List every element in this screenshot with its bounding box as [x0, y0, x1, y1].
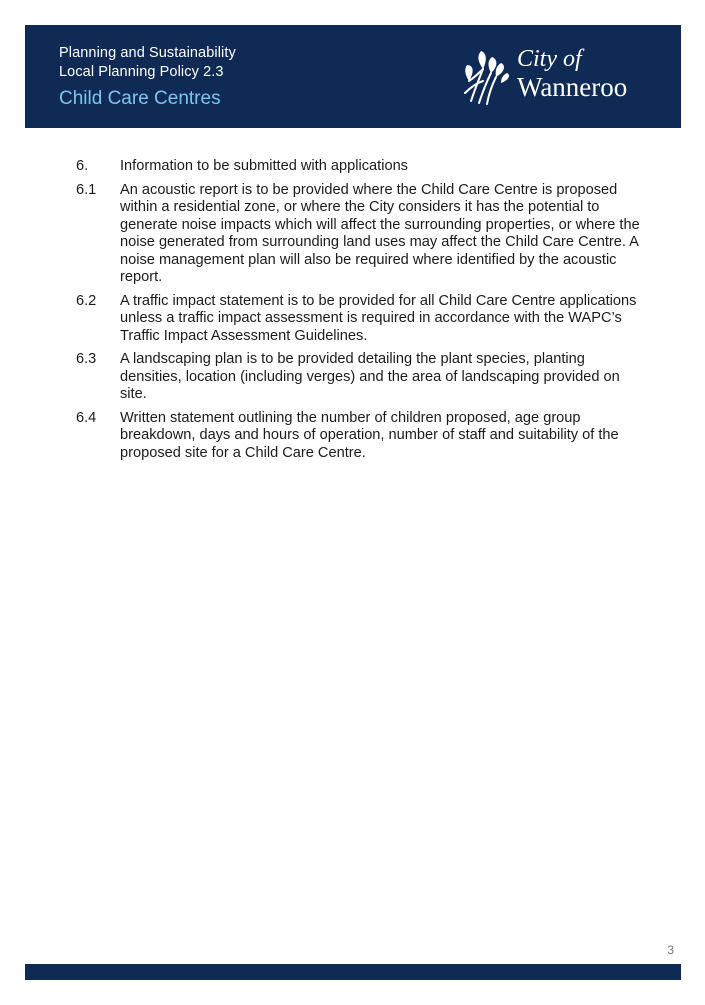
logo-city-of: City of: [517, 46, 582, 72]
clause-number: 6.4: [76, 409, 97, 426]
section-heading: Information to be submitted with applications: [120, 158, 408, 174]
clause-number: 6.2: [76, 292, 97, 309]
clause-row: [76, 410, 646, 463]
clause-number: 6.3: [76, 351, 97, 367]
footer-band: [25, 964, 681, 980]
logo-wanneroo: Wanneroo: [517, 72, 628, 102]
policy-number: Local Planning Policy 2.3: [59, 64, 224, 80]
policy-content: [76, 158, 646, 468]
kangaroo-paw-icon: [461, 47, 513, 105]
clause-row: [76, 351, 646, 404]
clause-row: [76, 293, 646, 346]
department-name: Planning and Sustainability: [59, 45, 236, 61]
city-of-wanneroo-logo: [461, 45, 651, 107]
clause-text: A traffic impact statement is to be provided for all Child Care Centre applications unless a traffic impact assessment is required in accordance with the WAPC’s Traffic Impact Assessment Guidelines.: [120, 292, 637, 344]
section-heading-row: [76, 158, 646, 176]
clause-text: A landscaping plan is to be provided detailing the plant species, planting densities, location (including verges) and the area of landscaping provided on site.: [120, 351, 620, 402]
clause-number: 6.1: [76, 181, 97, 198]
logo-wordmark: [517, 45, 627, 101]
clause-text: Written statement outlining the number of children proposed, age group breakdown, days and hours of operation, number of staff and suitability of the proposed site for a Child Care Centre.: [120, 409, 619, 461]
header-text-block: [59, 44, 236, 112]
clause-text: An acoustic report is to be provided where the Child Care Centre is proposed within a residential zone, or where the City considers it has the potential to generate noise impacts which will affect the surrounding properties, or where the noise generated from surrounding land uses may affect the Child Care Centre. A noise management plan will also be required where identified by the acoustic report.: [120, 181, 640, 285]
page-number: 3: [667, 943, 674, 957]
header-band: [25, 25, 681, 128]
page-title: Child Care Centres: [59, 88, 221, 109]
clause-row: [76, 182, 646, 287]
section-number: 6.: [76, 158, 89, 174]
